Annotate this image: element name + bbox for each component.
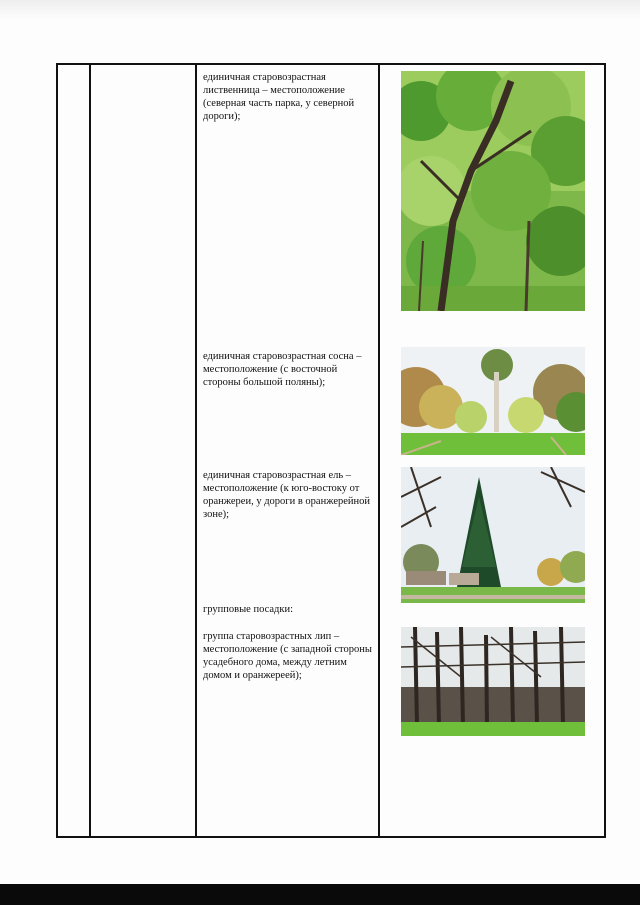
pine-description: единичная старовозрастная сосна – местоположение (с восточной стороны большой поляны); <box>203 351 362 388</box>
pine-photo <box>401 347 585 455</box>
scan-top-shadow <box>0 0 640 20</box>
larch-description: единичная старовозрастная лиственница – местоположение (северная часть парка, у северной дороги); <box>203 72 355 122</box>
linden-group-photo <box>401 627 585 736</box>
spruce-description: единичная старовозрастная ель – местоположение (к юго-востоку от оранжереи, у дороги в оранжерейной зоне); <box>203 470 371 520</box>
column-divider-1 <box>89 65 91 836</box>
column-divider-2 <box>195 65 197 836</box>
linden-group-description: группа старовозрастных лип – местоположение (с западной стороны усадебного дома, между летним домом и оранжереей); <box>203 631 372 681</box>
larch-photo <box>401 71 585 311</box>
column-divider-3 <box>378 65 380 836</box>
spruce-photo <box>401 467 585 603</box>
group-plantings-heading: групповые посадки: <box>203 604 294 615</box>
document-table <box>56 63 606 838</box>
scan-bottom-edge <box>0 884 640 905</box>
